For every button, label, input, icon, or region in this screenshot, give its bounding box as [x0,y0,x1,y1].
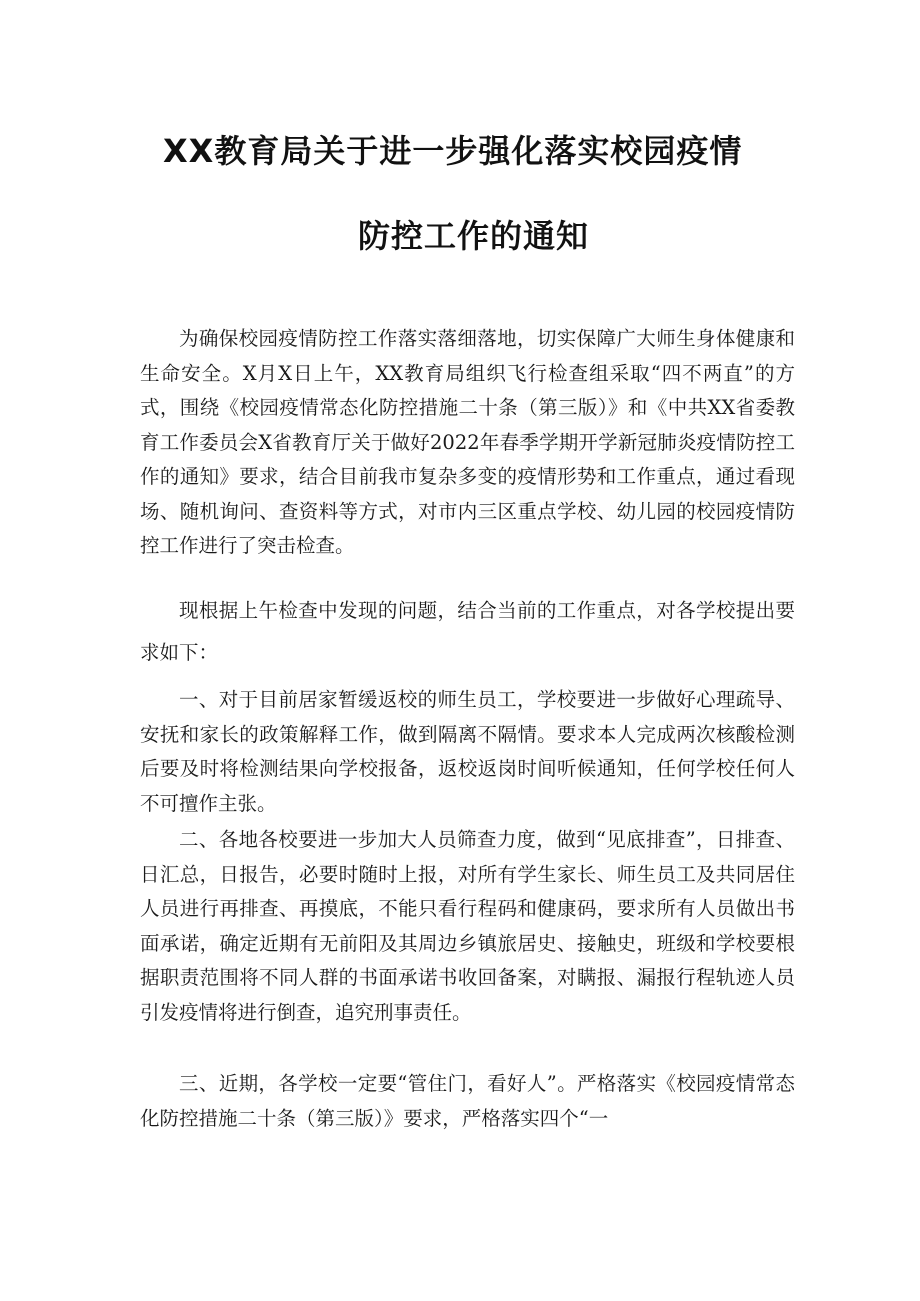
document-title-line-2: 防控工作的通知 [358,217,590,255]
document-title-line-1: XX教育局关于进一步强化落实校园疫情 [163,132,743,170]
paragraph-item-2: 二、各地各校要进一步加大人员筛查力度，做到“见底排查”，日排查、日汇总，日报告，必要时随时上报，对所有学生家长、师生员工及共同居住人员进行再排查、再摸底，不能只看行程码和健康码，要求所有人员做出书面承诺，确定近期有无前阳及其周边乡镇旅居史、接触史，班级和学校要根据职责范围将不同人群的书面承诺书收回备案，对瞒报、漏报行程轨迹人员引发疫情将进行倒查，追究刑事责任。 [140,828,795,1024]
paragraph-item-1: 一、对于目前居家暂缓返校的师生员工，学校要进一步做好心理疏导、安抚和家长的政策解释工作，做到隔离不隔情。要求本人完成两次核酸检测后要及时将检测结果向学校报备，返校返岗时间听候通知，任何学校任何人不可擅作主张。 [140,688,795,815]
paragraph-requirements-lead: 现根据上午检查中发现的问题，结合当前的工作重点，对各学校提出要求如下： [140,599,795,664]
paragraph-intro: 为确保校园疫情防控工作落实落细落地，切实保障广大师生身体健康和生命安全。X月X日上午，XX教育局组织飞行检查组采取“四不两直”的方式，围绕《校园疫情常态化防控措施二十条（第三版）》和《中共XX省委教育工作委员会X省教育厅关于做好2022年春季学期开学新冠肺炎疫情防控工作的通知》要求，结合目前我市复杂多变的疫情形势和工作重点，通过看现场、随机询问、查资料等方式，对市内三区重点学校、幼儿园的校园疫情防控工作进行了突击检查。 [140,327,795,557]
paragraph-item-3: 三、近期，各学校一定要“管住门，看好人”。严格落实《校园疫情常态化防控措施二十条（第三版）》要求，严格落实四个“一 [140,1072,795,1130]
